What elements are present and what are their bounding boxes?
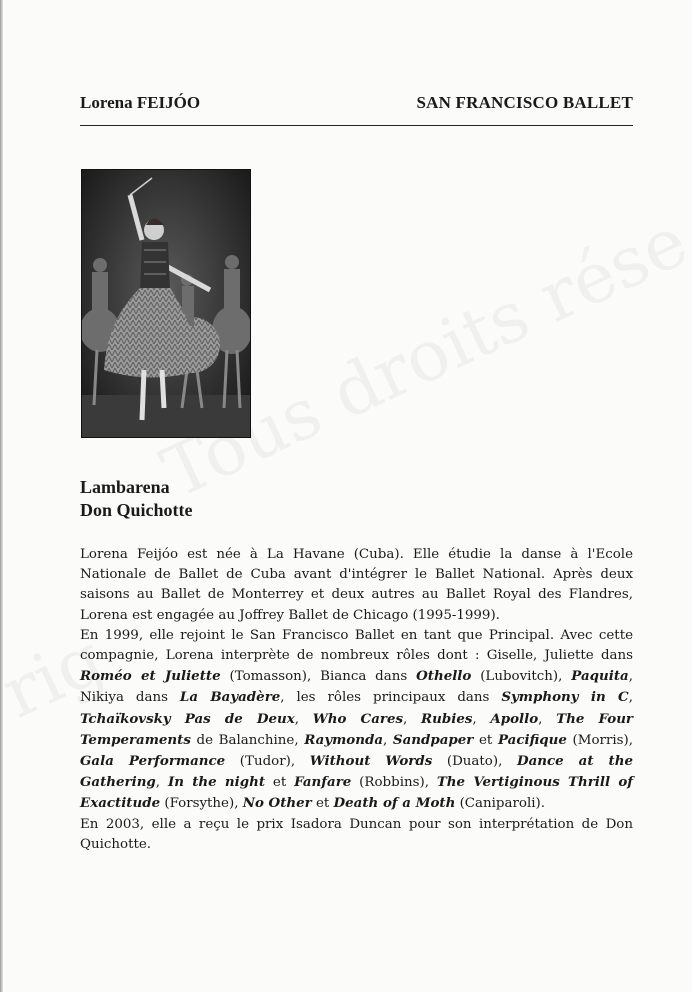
work-title: Apollo [490,710,539,727]
bio-text: , [628,690,633,706]
bio-text: et [473,732,498,748]
bio-text: , les rôles principaux dans [280,690,502,706]
work-title: Rubies [421,710,473,727]
bio-paragraph-3: En 2003, elle a reçu le prix Isadora Duncan pour son interprétation de Don Quichotte. [80,816,633,852]
work-title: Pacifique [497,731,567,748]
bio-text: , [538,711,557,727]
work-title: Paquita [571,668,629,685]
bio-paragraph-2 [80,626,633,815]
bio-text: de Balanchine, [190,732,305,748]
title-lambarena: Lambarena [80,477,170,497]
company-name: SAN FRANCISCO BALLET [416,93,633,112]
bio-text: (Caniparoli). [455,796,545,812]
work-title: In the night [167,774,266,791]
work-title: Raymonda [304,731,384,748]
ballet-photo-icon [82,170,250,437]
header-rule [80,125,633,126]
ballet-dancer-photo [81,169,251,438]
work-title: The Four Temperaments [80,710,633,748]
dancer-name: Lorena FEIJÓO [80,93,201,112]
bio-text: (Tudor), [225,754,310,770]
bio-paragraph-1: Lorena Feijóo est née à La Havane (Cuba). Elle étudie la danse à l'Ecole Nationale de Ballet de Cuba avant d'intégrer le Ballet National. Après deux saisons au Ballet de Monterrey et deux autres au Ballet Royal des Flandres, Lorena est engagée au Joffrey Ballet de Chicago (1995-1999). [80,547,633,623]
biography [80,545,633,855]
work-title: The Vertiginous Thrill of Exactitude [80,774,634,812]
bio-text: , [472,711,491,727]
work-title: La Bayadère [179,689,281,706]
bio-text: (Tomasson), Bianca dans [220,669,417,685]
work-title: Gala Performance [80,753,226,770]
work-title: Death of a Moth [333,795,456,812]
bio-text: En 1999, elle rejoint le San Francisco Ballet en tant que Principal. Avec cette compagnie, Lorena interprète de nombreux rôles dont : Giselle, Juliette dans [80,627,633,664]
work-title: Tchaïkovsky Pas de Deux [80,710,295,727]
bio-text: , [403,711,421,727]
bio-text: (Duato), [432,754,517,770]
work-title: Without Words [309,753,433,770]
page-edge [0,0,3,992]
ballet-titles [80,476,193,522]
title-don-quichotte: Don Quichotte [80,500,193,520]
bio-text: et [311,796,334,812]
bio-text: et [265,775,295,791]
work-title: Symphony in C [501,689,629,706]
bio-text: (Lubovitch), [471,669,572,685]
bio-text: (Forsythe), [160,796,243,812]
work-title: Who Cares [312,710,404,727]
work-title: Fanfare [294,774,352,791]
bio-text: , [383,732,393,748]
page-header [80,93,633,115]
work-title: No Other [242,795,312,812]
work-title: Othello [416,668,472,685]
bio-text: (Morris), [566,732,633,748]
work-title: Dance at the Gathering [80,753,633,791]
work-title: Roméo et Juliette [80,668,221,685]
bio-text: , [294,711,313,727]
bio-text: (Robbins), [351,775,437,791]
work-title: Sandpaper [392,731,474,748]
bio-text: , Nikiya dans [80,669,633,706]
bio-text: , [155,775,168,791]
